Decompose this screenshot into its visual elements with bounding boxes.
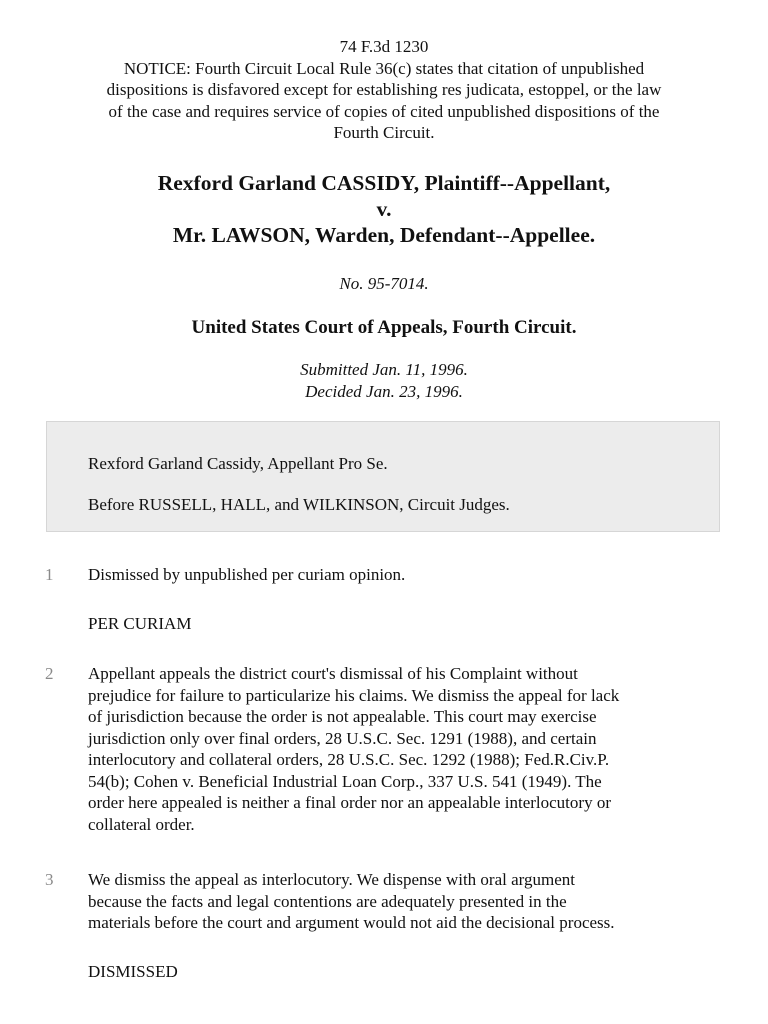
paragraph-line: We dismiss the appeal as interlocutory. We dispense with oral argument [88,870,575,889]
paragraph-number: 2 [45,664,54,683]
paragraph-line: order here appealed is neither a final order nor an appealable interlocutory or [88,793,611,812]
paragraph-number: 3 [45,870,54,889]
counsel-panel-box [46,421,720,532]
case-caption [40,170,728,248]
notice-line: Fourth Circuit. [333,123,435,142]
paragraph-2 [88,663,728,835]
versus-label: v. [376,197,392,221]
reporter-citation: 74 F.3d 1230 [339,37,429,56]
paragraph-line: of jurisdiction because the order is not appealable. This court may exercise [88,707,597,726]
paragraph-3 [88,869,728,934]
docket-number: No. 95-7014. [339,274,429,293]
case-dates [40,359,728,403]
paragraph-line: prejudice for failure to particularize his claims. We dismiss the appeal for lack [88,685,620,705]
paragraph-line: interlocutory and collateral orders, 28 U.S.C. Sec. 1292 (1988); Fed.R.Civ.P. [88,750,610,769]
paragraph-line: 54(b); Cohen v. Beneficial Industrial Loan Corp., 337 U.S. 541 (1949). The [88,771,602,791]
submitted-date: Submitted Jan. 11, 1996. [300,360,468,379]
counsel-line: Rexford Garland Cassidy, Appellant Pro Se. [88,454,388,473]
decided-date: Decided Jan. 23, 1996. [305,382,463,401]
paragraph-line: jurisdiction only over final orders, 28 U.S.C. Sec. 1291 (1988), and certain [88,728,597,748]
per-curiam-heading: PER CURIAM [88,614,192,633]
paragraph-line: collateral order. [88,814,195,834]
defendant-party: Mr. LAWSON, Warden, Defendant--Appellee. [172,223,596,247]
paragraph-line: Appellant appeals the district court's dismissal of his Complaint without [88,664,578,683]
disposition: DISMISSED [88,962,178,981]
document-header [40,36,728,144]
notice-line: of the case and requires service of copies of cited unpublished dispositions of the [108,101,660,121]
notice-line: NOTICE: Fourth Circuit Local Rule 36(c) states that citation of unpublished [123,58,645,78]
paragraph-line: materials before the court and argument would not aid the decisional process. [88,913,615,932]
panel-line: Before RUSSELL, HALL, and WILKINSON, Circuit Judges. [88,495,510,514]
paragraph-line: because the facts and legal contentions are adequately presented in the [88,891,567,911]
notice-line: dispositions is disfavored except for establishing res judicata, estoppel, or the law [106,80,662,99]
paragraph-number: 1 [45,565,54,584]
plaintiff-party: Rexford Garland CASSIDY, Plaintiff--Appellant, [157,171,611,195]
paragraph-1: Dismissed by unpublished per curiam opinion. [88,565,406,584]
court-name: United States Court of Appeals, Fourth Circuit. [191,317,577,338]
